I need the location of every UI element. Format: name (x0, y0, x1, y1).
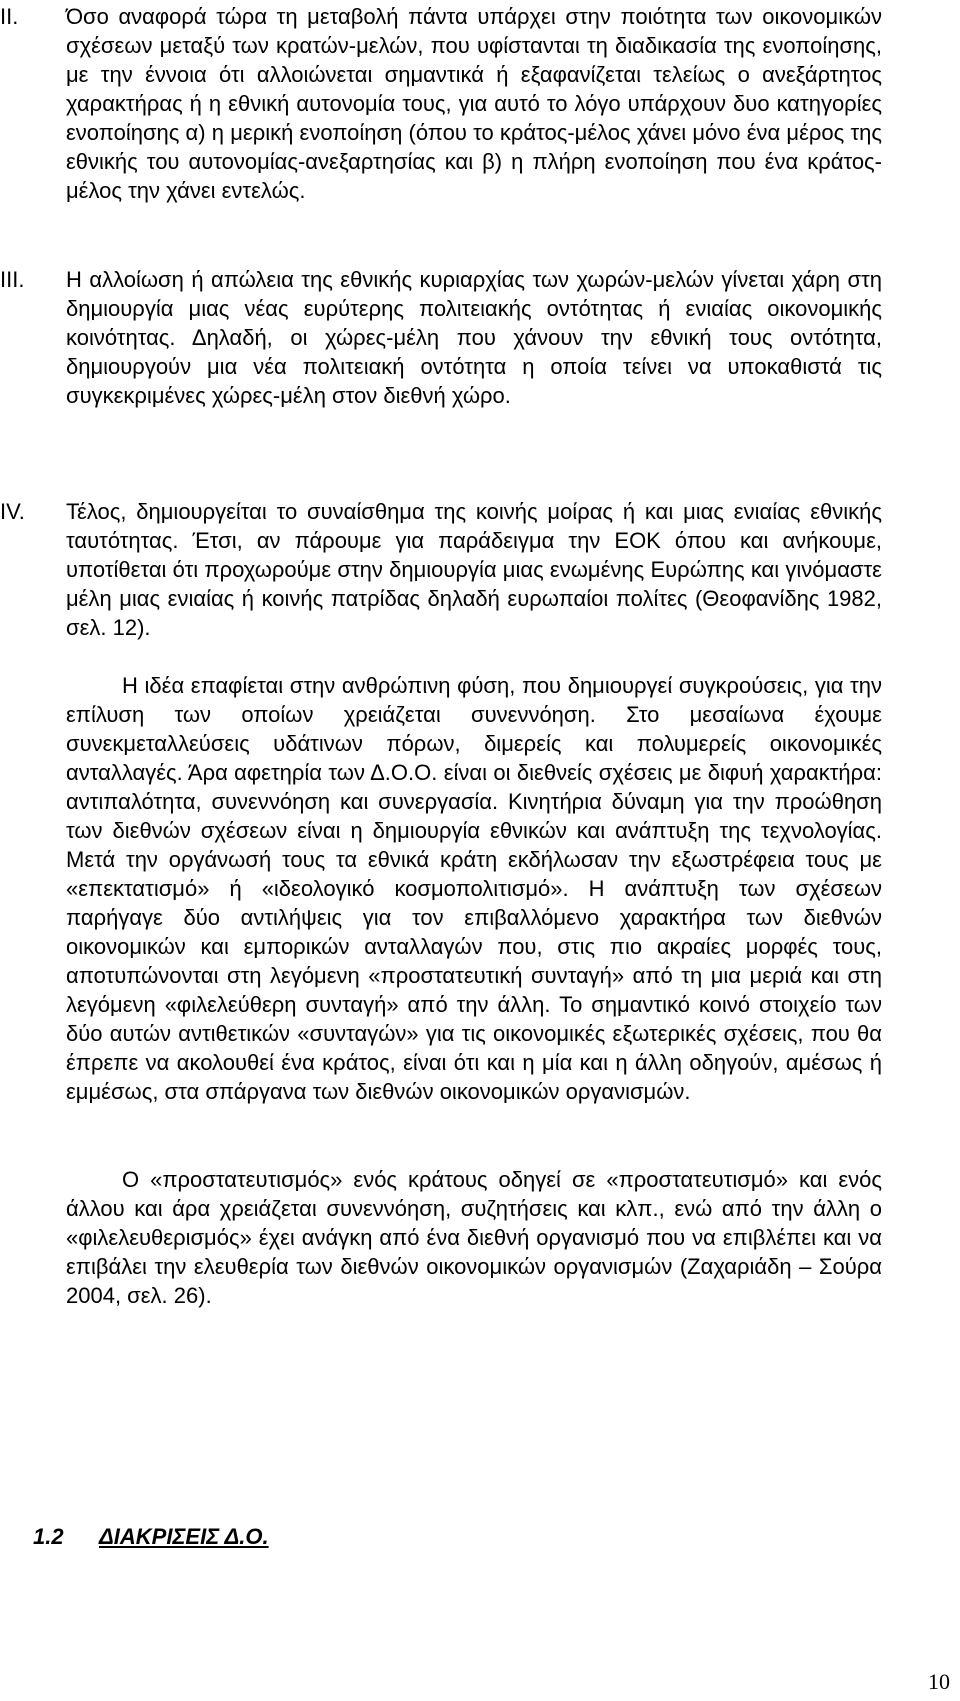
list-item-text: Η αλλοίωση ή απώλεια της εθνικής κυριαρχίας των χωρών-μελών γίνεται χάρη στη δημιουργία μιας νέας ευρύτερης πολιτειακής οντότητας ή ενιαίας οικονομικής κοινότητας. Δηλαδή, οι χώρες-μέλη που χάνουν την εθνική τους οντότητα, δημιουργούν μια νέα πολιτειακή οντότητα η οποία τείνει να υποκαθιστά τις συγκεκριμένες χώρες-μέλη στον διεθνή χώρο. (66, 267, 882, 408)
body-paragraph (66, 671, 882, 1106)
list-numeral: III. (0, 267, 25, 292)
paragraph-text: Ο «προστατευτισμός» ενός κράτους οδηγεί σε «προστατευτισμό» και ενός άλλου και άρα χρειάζεται συνεννόηση, συζητήσεις και κλπ., ενώ από την άλλη ο «φιλελευθερισμός» έχει ανάγκη από ένα διεθνή οργανισμό που να επιβλέπει και να επιβάλει την ελευθερία των διεθνών οικονομικών οργανισμών (Ζαχαριάδη – Σούρα 2004, σελ. 26). (66, 1167, 882, 1308)
list-item-text: Όσο αναφορά τώρα τη μεταβολή πάντα υπάρχει στην ποιότητα των οικονομικών σχέσεων μεταξύ των κρατών-μελών, που υφίστανται τη διαδικασία της ενοποίησης, με την έννοια ότι αλλοιώνεται σημαντικά ή εξαφανίζεται τελείως ο ανεξάρτητος χαρακτήρας ή η εθνική αυτονομία τους, για αυτό το λόγο υπάρχουν δυο κατηγορίες ενοποίησης α) η μερική ενοποίηση (όπου το κράτος-μέλος χάνει μόνο ένα μέρος της εθνικής του αυτονομίας-ανεξαρτησίας και β) η πλήρη ενοποίηση που ένα κράτος-μέλος την χάνει εντελώς. (66, 4, 882, 203)
body-paragraph (66, 1165, 882, 1310)
paragraph-text: Η ιδέα επαφίεται στην ανθρώπινη φύση, που δημιουργεί συγκρούσεις, για την επίλυση των οποίων χρειάζεται συνεννόηση. Στο μεσαίωνα έχουμε συνεκμεταλλεύσεις υδάτινων πόρων, διμερείς και πολυμερείς οικονομικές ανταλλαγές. Άρα αφετηρία των Δ.Ο.Ο. είναι οι διεθνείς σχέσεις με διφυή χαρακτήρα: αντιπαλότητα, συνεννόηση και συνεργασία. Κινητήρια δύναμη για την προώθηση των διεθνών σχέσεων είναι η δημιουργία εθνικών και ανάπτυξη της τεχνολογίας. Μετά την οργάνωσή τους τα εθνικά κράτη εκδήλωσαν την εξωστρέφεια τους με «επεκτατισμό» ή «ιδεολογικό κοσμοπολιτισμό». Η ανάπτυξη των σχέσεων παρήγαγε δύο αντιλήψεις για τον επιβαλλόμενο χαρακτήρα των διεθνών οικονομικών και εμπορικών ανταλλαγών που, στις πιο ακραίες μορφές τους, αποτυπώνονται στη λεγόμενη «προστατευτική συνταγή» από τη μια μεριά και στη λεγόμενη «φιλελεύθερη συνταγή» από την άλλη. Το σημαντικό κοινό στοιχείο των δύο αυτών αντιθετικών «συνταγών» για τις οικονομικές εξωτερικές σχέσεις, που θα έπρεπε να ακολουθεί ένα κράτος, είναι ότι και η μία και η άλλη οδηγούν, αμέσως ή εμμέσως, στα σπάργανα των διεθνών οικονομικών οργανισμών. (66, 673, 882, 1104)
section-number: 1.2 (33, 1524, 64, 1549)
list-numeral: IV. (0, 499, 25, 524)
list-numeral: II. (0, 4, 19, 29)
page-number: 10 (928, 1669, 950, 1694)
list-item-text: Τέλος, δημιουργείται το συναίσθημα της κοινής μοίρας ή και μιας ενιαίας εθνικής ταυτότητας. Έτσι, αν πάρουμε για παράδειγμα την ΕΟΚ όπου και ανήκουμε, υποτίθεται ότι προχωρούμε στην δημιουργία μιας ενωμένης Ευρώπης και γινόμαστε μέλη μιας ενιαίας ή κοινής πατρίδας δηλαδή ευρωπαίοι πολίτες (Θεοφανίδης 1982, σελ. 12). (66, 499, 882, 640)
section-heading (33, 1522, 269, 1551)
section-title: ΔΙΑΚΡΙΣΕΙΣ Δ.Ο. (99, 1524, 269, 1549)
